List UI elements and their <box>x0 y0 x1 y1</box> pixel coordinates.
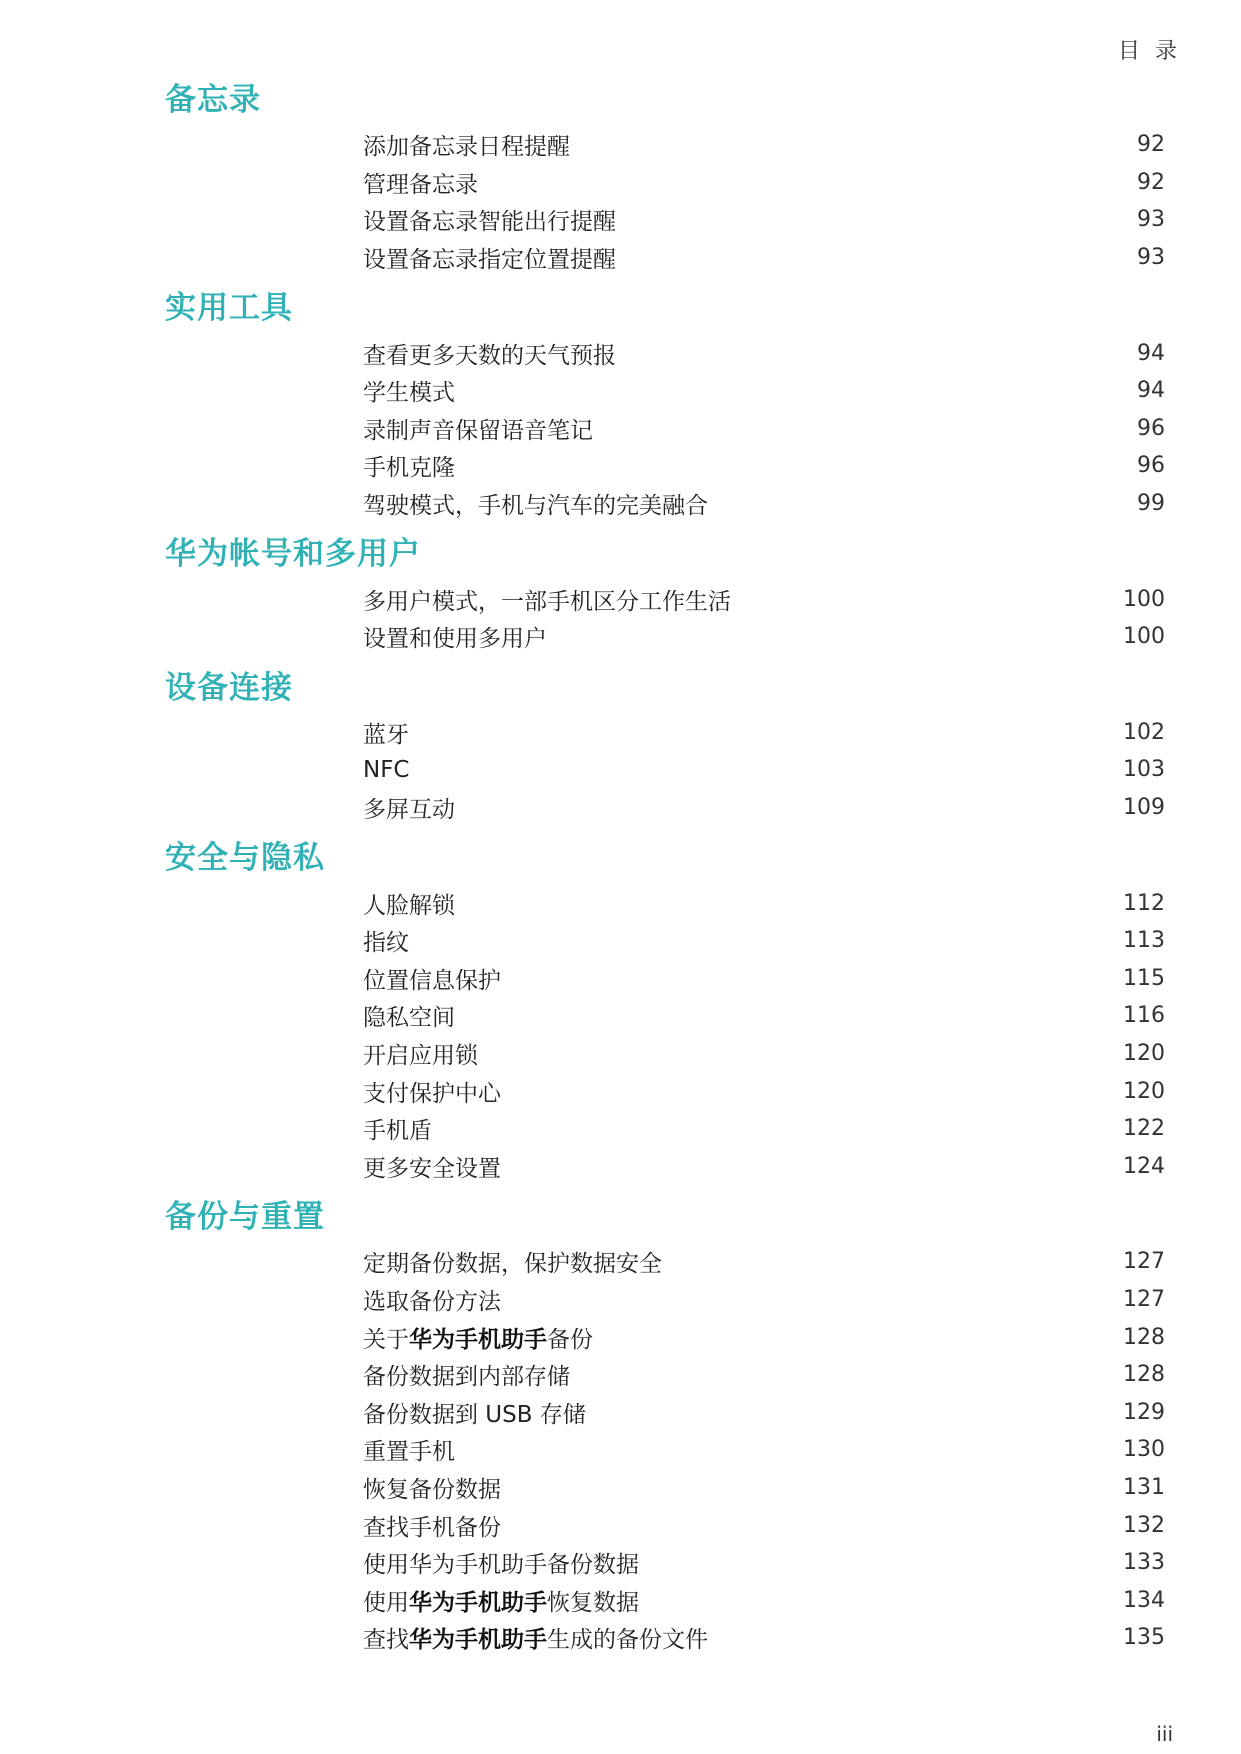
toc-entry[interactable] <box>165 1619 1165 1657</box>
entry-title-bold-part: 华为手机助手 <box>409 1589 547 1616</box>
entry-title-part: 开启应用锁 <box>363 1042 478 1069</box>
entry-title <box>363 1396 1085 1429</box>
toc-section <box>165 834 1165 1185</box>
toc-entry[interactable] <box>165 922 1165 960</box>
toc-section <box>165 664 1165 827</box>
toc-entry[interactable] <box>165 1243 1165 1281</box>
toc-entry[interactable] <box>165 164 1165 202</box>
entry-page-number: 127 <box>1123 1286 1165 1312</box>
entry-title <box>363 1358 1085 1391</box>
entry-page-number: 134 <box>1123 1587 1165 1613</box>
entry-page-number: 93 <box>1137 207 1165 233</box>
entry-title <box>363 1621 1085 1654</box>
entry-title-part: 多屏互动 <box>363 797 455 824</box>
entry-title-part: 蓝牙 <box>363 721 409 748</box>
entry-title <box>363 1150 1085 1183</box>
toc-entry[interactable] <box>165 1581 1165 1619</box>
entry-page-number: 103 <box>1123 757 1165 783</box>
toc-entry[interactable] <box>165 1281 1165 1319</box>
toc-entry[interactable] <box>165 485 1165 523</box>
entry-page-number: 116 <box>1123 1003 1165 1029</box>
entry-title <box>363 620 1085 653</box>
entry-title <box>363 374 1085 407</box>
entry-page-number: 93 <box>1137 245 1165 271</box>
entry-page-number: 128 <box>1123 1362 1165 1388</box>
entry-title-part: 选取备份方法 <box>363 1288 501 1315</box>
toc-entry[interactable] <box>165 580 1165 618</box>
entry-title-bold-part: 华为手机助手 <box>409 1627 547 1654</box>
toc-entry[interactable] <box>165 1393 1165 1431</box>
entry-title <box>363 716 1085 749</box>
toc-entry[interactable] <box>165 1035 1165 1073</box>
entry-title-part: 查找 <box>363 1627 409 1654</box>
toc-entry[interactable] <box>165 239 1165 277</box>
entry-title-part: 生成的备份文件 <box>547 1627 708 1654</box>
entry-title <box>363 962 1085 995</box>
entry-title <box>363 1471 1085 1504</box>
entry-page-number: 122 <box>1123 1116 1165 1142</box>
entry-title-part: 重置手机 <box>363 1439 455 1466</box>
entry-title-part: 恢复数据 <box>547 1589 639 1616</box>
entry-title <box>363 1433 1085 1466</box>
entry-title-part: 学生模式 <box>363 380 455 407</box>
toc-section <box>165 1193 1165 1657</box>
toc-entry[interactable] <box>165 884 1165 922</box>
toc-entry[interactable] <box>165 372 1165 410</box>
entry-title-part: 人脸解锁 <box>363 892 455 919</box>
entry-page-number: 102 <box>1123 719 1165 745</box>
entry-page-number: 112 <box>1123 890 1165 916</box>
entry-title-part: 查看更多天数的天气预报 <box>363 342 616 369</box>
toc-section <box>165 76 1165 276</box>
toc-entry[interactable] <box>165 447 1165 485</box>
section-title[interactable]: 华为帐号和多用户 <box>165 536 421 573</box>
entry-title <box>363 166 1085 199</box>
entry-title-part: 设置和使用多用户 <box>363 626 547 653</box>
entry-title <box>363 1509 1085 1542</box>
entry-page-number: 131 <box>1123 1474 1165 1500</box>
entry-page-number: 96 <box>1137 453 1165 479</box>
entry-title-part: 使用华为手机助手备份数据 <box>363 1552 639 1579</box>
header-label: 目 录 <box>1118 39 1181 64</box>
entry-title <box>363 1283 1085 1316</box>
section-title[interactable]: 设备连接 <box>165 669 293 706</box>
toc-entry[interactable] <box>165 997 1165 1035</box>
entry-title-part: NFC <box>363 756 410 783</box>
entry-title-part: 备份 <box>547 1326 593 1353</box>
entry-title <box>363 887 1085 920</box>
entry-page-number: 124 <box>1123 1153 1165 1179</box>
entry-page-number: 115 <box>1123 965 1165 991</box>
toc-entry[interactable] <box>165 410 1165 448</box>
toc-entry[interactable] <box>165 1110 1165 1148</box>
toc-entry[interactable] <box>165 1469 1165 1507</box>
entry-title-part: 恢复备份数据 <box>363 1476 501 1503</box>
entry-page-number: 129 <box>1123 1399 1165 1425</box>
entry-title <box>363 241 1085 274</box>
entry-title <box>363 791 1085 824</box>
toc-entry[interactable] <box>165 714 1165 752</box>
toc-entry[interactable] <box>165 1356 1165 1394</box>
entry-title <box>363 1584 1085 1617</box>
entry-title-part: 手机克隆 <box>363 455 455 482</box>
table-of-contents <box>165 76 1165 1657</box>
entry-page-number: 128 <box>1123 1324 1165 1350</box>
section-title[interactable]: 备份与重置 <box>165 1199 325 1236</box>
toc-entry[interactable] <box>165 960 1165 998</box>
entry-page-number: 100 <box>1123 624 1165 650</box>
entry-title-part: 指纹 <box>363 930 409 957</box>
entry-title <box>363 924 1085 957</box>
entry-page-number: 113 <box>1123 928 1165 954</box>
entry-title-part: 驾驶模式，手机与汽车的完美融合 <box>363 493 708 520</box>
toc-entry[interactable] <box>165 1544 1165 1582</box>
section-title[interactable]: 备忘录 <box>165 82 261 118</box>
entry-title <box>363 583 1085 616</box>
entry-title-part: 设置备忘录智能出行提醒 <box>363 209 616 236</box>
entry-title-part: 录制声音保留语音笔记 <box>363 417 593 444</box>
entry-title <box>363 1037 1085 1070</box>
entry-title-part: 关于 <box>363 1326 409 1353</box>
entry-title-part: 支付保护中心 <box>363 1080 501 1107</box>
entry-title <box>363 1245 1085 1278</box>
entry-page-number: 130 <box>1123 1437 1165 1463</box>
toc-entry[interactable] <box>165 618 1165 656</box>
entry-page-number: 109 <box>1123 795 1165 821</box>
toc-entry[interactable] <box>165 1147 1165 1185</box>
entry-title-part: 使用 <box>363 1589 409 1616</box>
entry-page-number: 132 <box>1123 1512 1165 1538</box>
entry-title <box>363 337 1085 370</box>
entry-page-number: 99 <box>1137 491 1165 517</box>
section-title[interactable]: 实用工具 <box>165 290 293 327</box>
toc-entry[interactable] <box>165 1318 1165 1356</box>
entry-page-number: 120 <box>1123 1040 1165 1066</box>
entry-title <box>363 487 1085 520</box>
toc-entry[interactable] <box>165 789 1165 827</box>
entry-title-part: 位置信息保护 <box>363 967 501 994</box>
toc-entry[interactable] <box>165 1072 1165 1110</box>
entry-page-number: 92 <box>1137 132 1165 158</box>
toc-entry[interactable] <box>165 751 1165 789</box>
entry-title <box>363 1112 1085 1145</box>
section-title[interactable]: 安全与隐私 <box>165 840 325 877</box>
entry-title <box>363 412 1085 445</box>
entry-title <box>363 757 1085 783</box>
entry-title-part: 更多安全设置 <box>363 1155 501 1182</box>
entry-title <box>363 1546 1085 1579</box>
entry-title-part: 隐私空间 <box>363 1005 455 1032</box>
entry-title <box>363 128 1085 161</box>
toc-entry[interactable] <box>165 1431 1165 1469</box>
toc-section <box>165 284 1165 522</box>
entry-page-number: 120 <box>1123 1078 1165 1104</box>
entry-title-part: 定期备份数据，保护数据安全 <box>363 1251 662 1278</box>
entry-title-part: 多用户模式，一部手机区分工作生活 <box>363 588 731 615</box>
toc-entry[interactable] <box>165 201 1165 239</box>
entry-title-part: 设置备忘录指定位置提醒 <box>363 247 616 274</box>
entry-title-bold-part: 华为手机助手 <box>409 1326 547 1353</box>
entry-page-number: 94 <box>1137 378 1165 404</box>
entry-title <box>363 1321 1085 1354</box>
entry-page-number: 96 <box>1137 415 1165 441</box>
entry-title-part: 手机盾 <box>363 1118 432 1145</box>
entry-title-part: 添加备忘录日程提醒 <box>363 134 570 161</box>
entry-title-part: 查找手机备份 <box>363 1514 501 1541</box>
toc-entry[interactable] <box>165 126 1165 164</box>
entry-page-number: 127 <box>1123 1249 1165 1275</box>
entry-title-part: 管理备忘录 <box>363 171 478 198</box>
toc-section <box>165 530 1165 655</box>
entry-title <box>363 449 1085 482</box>
toc-entry[interactable] <box>165 334 1165 372</box>
entry-title-part: 备份数据到内部存储 <box>363 1364 570 1391</box>
entry-title-part: 备份数据到 USB 存储 <box>363 1401 586 1428</box>
entry-page-number: 100 <box>1123 586 1165 612</box>
entry-page-number: 92 <box>1137 169 1165 195</box>
entry-page-number: 135 <box>1123 1625 1165 1651</box>
entry-title <box>363 999 1085 1032</box>
entry-page-number: 133 <box>1123 1550 1165 1576</box>
entry-title <box>363 203 1085 236</box>
entry-title <box>363 1075 1085 1108</box>
toc-entry[interactable] <box>165 1506 1165 1544</box>
page-number: iii <box>1156 1722 1173 1746</box>
entry-page-number: 94 <box>1137 340 1165 366</box>
